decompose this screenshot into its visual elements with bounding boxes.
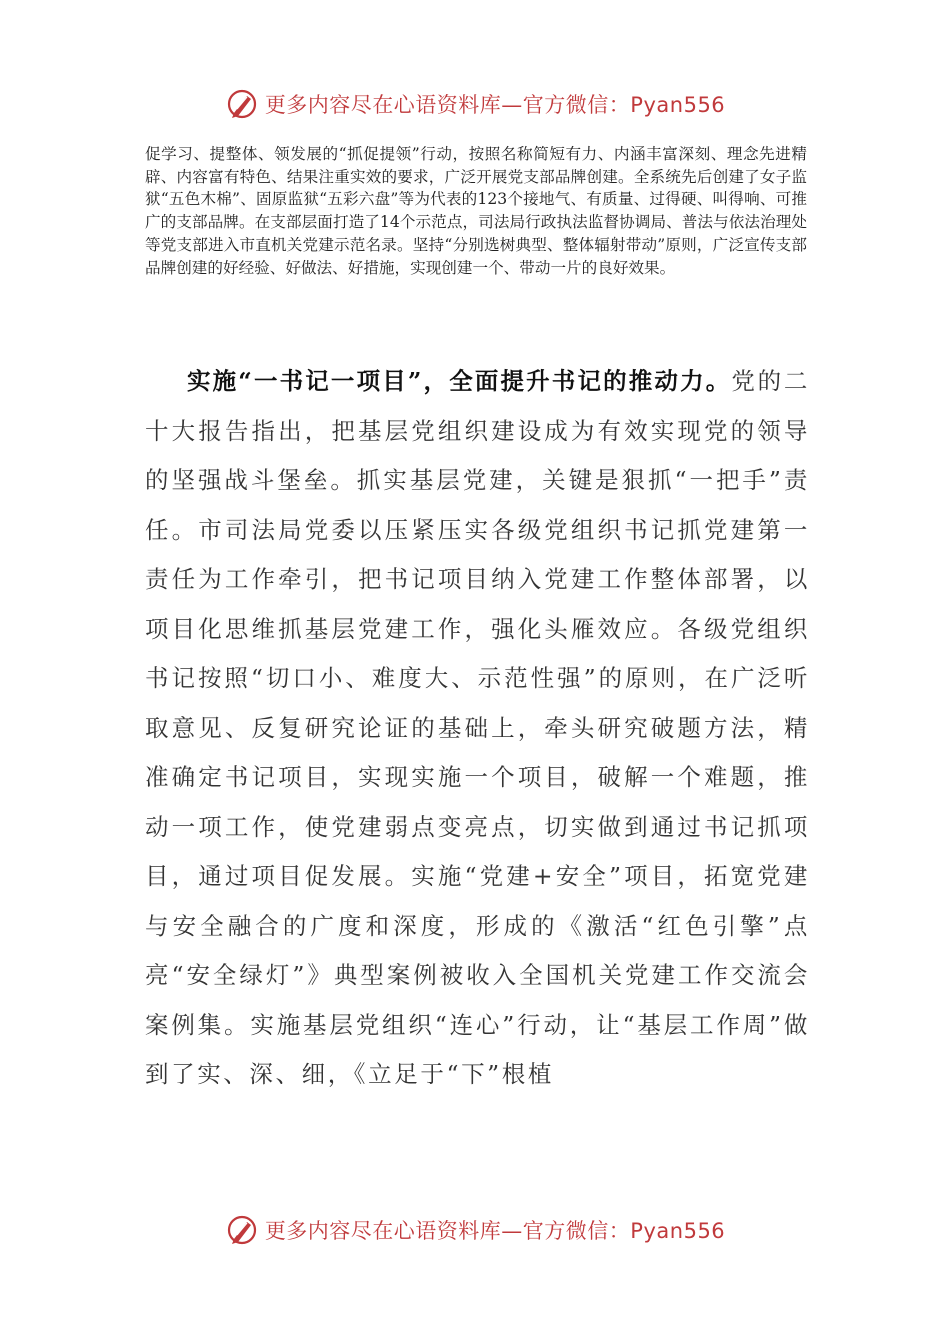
header-watermark [0, 84, 950, 124]
pen-nib-logo-icon [225, 87, 259, 121]
watermark-text: 更多内容尽在心语资料库—官方微信：Pyan556 [264, 1219, 726, 1243]
watermark-text: 更多内容尽在心语资料库—官方微信：Pyan556 [264, 93, 726, 117]
section-heading: 实施“一书记一项目”，全面提升书记的推动力。 [187, 367, 732, 395]
section-body: 党的二十大报告指出，把基层党组织建设成为有效实现党的领导的坚强战斗堡垒。抓实基层党建，关键是狠抓“一把手”责任。市司法局党委以压紧压实各级党组织书记抓党建第一责任为工作牵引，把书记项目纳入党建工作整体部署，以项目化思维抓基层党建工作，强化头雁效应。各级党组织书记按照“切口小、难度大、示范性强”的原则，在广泛听取意见、反复研究论证的基础上，牵头研究破题方法，精准确定书记项目，实现实施一个项目，破解一个难题，推动一项工作，使党建弱点变亮点，切实做到通过书记抓项目，通过项目促发展。实施“党建+安全”项目，拓宽党建与安全融合的广度和深度，形成的《激活“红色引擎”点亮“安全绿灯”》典型案例被收入全国机关党建工作交流会案例集。实施基层党组织“连心”行动，让“基层工作周”做到了实、深、细，《立足于“下”根植 [145, 367, 810, 1088]
main-paragraph [145, 357, 810, 1100]
small-paragraph: 促学习、提整体、领发展的“抓促提领”行动，按照名称简短有力、内涵丰富深刻、理念先进精辟、内容富有特色、结果注重实效的要求，广泛开展党支部品牌创建。全系统先后创建了女子监狱“五色木棉”、固原监狱“五彩六盘”等为代表的123个接地气、有质量、过得硬、叫得响、可推广的支部品牌。在支部层面打造了14个示范点，司法局行政执法监督协调局、普法与依法治理处等党支部进入市直机关党建示范名录。坚持“分别选树典型、整体辐射带动”原则，广泛宣传支部品牌创建的好经验、好做法、好措施，实现创建一个、带动一片的良好效果。 [145, 145, 807, 277]
footer-watermark [0, 1210, 950, 1250]
pen-nib-logo-icon [225, 1213, 259, 1247]
